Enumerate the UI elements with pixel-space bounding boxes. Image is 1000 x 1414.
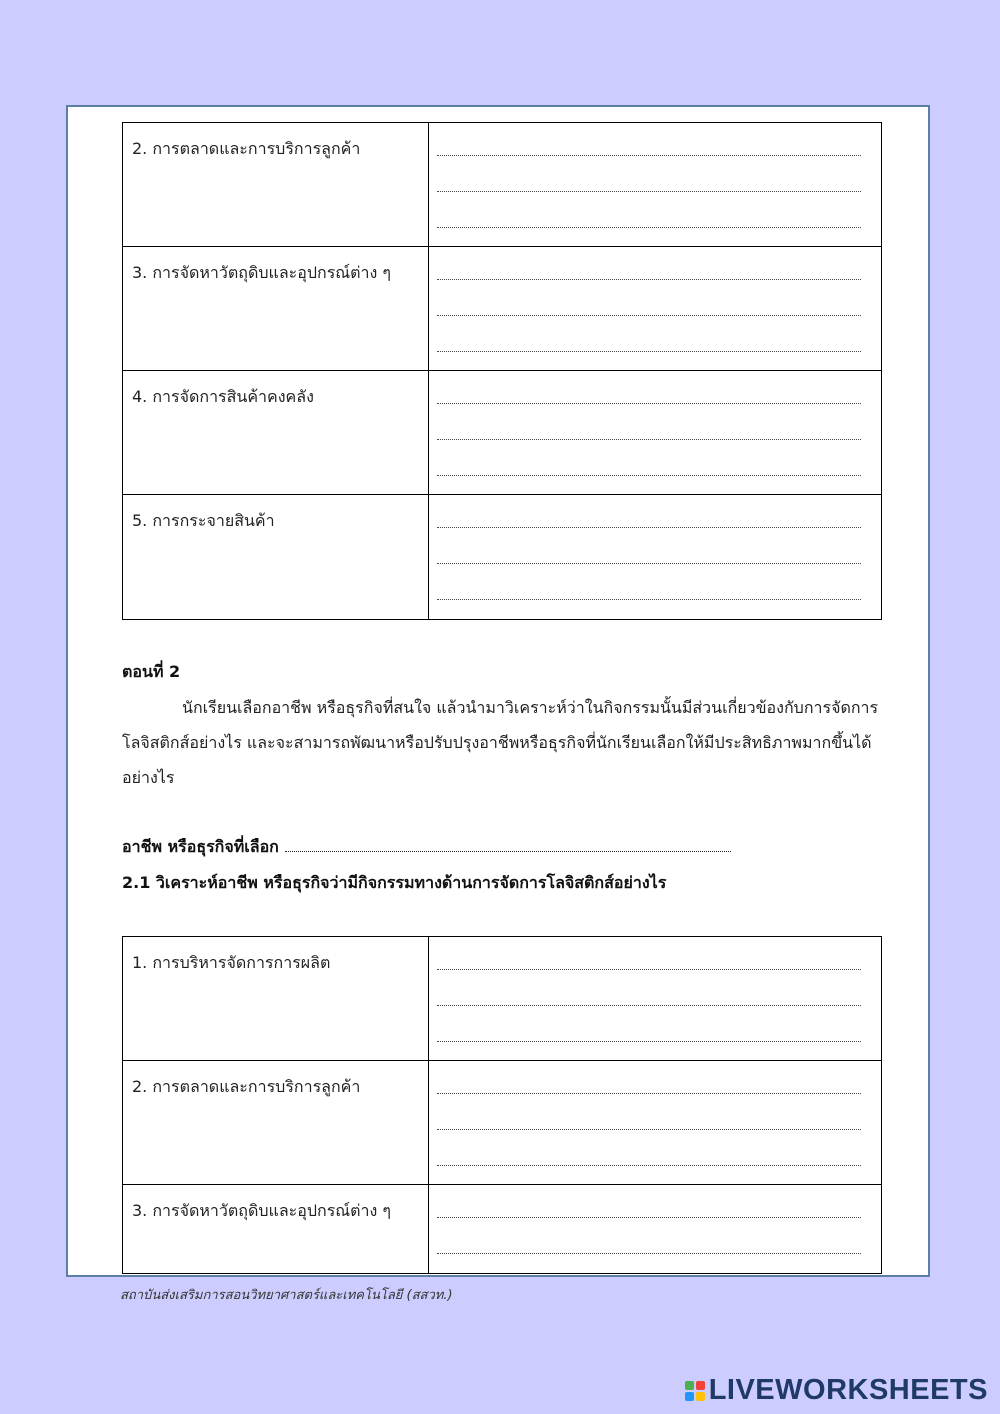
answer-line[interactable] xyxy=(437,1203,861,1239)
row-label: 1. การบริหารจัดการการผลิต xyxy=(123,937,429,1060)
row-label: 3. การจัดหาวัตถุดิบและอุปกรณ์ต่าง ๆ xyxy=(123,1185,429,1273)
answer-line[interactable] xyxy=(437,177,861,213)
table-row xyxy=(123,1185,881,1273)
row-label: 5. การกระจายสินค้า xyxy=(123,495,429,619)
section-title: ตอนที่ 2 xyxy=(122,662,181,681)
instructions-paragraph xyxy=(122,690,882,795)
answer-line[interactable] xyxy=(437,141,861,177)
answer-line[interactable] xyxy=(437,1079,861,1115)
answer-area[interactable] xyxy=(429,1061,881,1184)
logo-square xyxy=(696,1392,705,1401)
instructions-text: นักเรียนเลือกอาชีพ หรือธุรกิจที่สนใจ แล้วนำมาวิเคราะห์ว่าในกิจกรรมนั้นมีส่วนเกี่ยวข้องกับการจัดการโลจิสติกส์อย่างไร และจะสามารถพัฒนาหรือปรับปรุงอาชีพหรือธุรกิจที่นักเรียนเลือกให้มีประสิทธิภาพมากขึ้นได้อย่างไร xyxy=(122,698,879,787)
answer-line[interactable] xyxy=(437,1115,861,1151)
answer-line[interactable] xyxy=(437,585,861,621)
answer-line[interactable] xyxy=(437,1151,861,1187)
row-label: 2. การตลาดและการบริการลูกค้า xyxy=(123,123,429,246)
logistics-table-top xyxy=(122,122,882,620)
answer-line[interactable] xyxy=(437,1239,861,1275)
answer-area[interactable] xyxy=(429,1185,881,1273)
career-answer-line[interactable] xyxy=(285,841,731,852)
publisher-note: สถาบันส่งเสริมการสอนวิทยาศาสตร์และเทคโนโลยี (สสวท.) xyxy=(120,1288,453,1303)
subheading: 2.1 วิเคราะห์อาชีพ หรือธุรกิจว่ามีกิจกรรมทางด้านการจัดการโลจิสติกส์อย่างไร xyxy=(122,873,667,892)
table-row xyxy=(123,1061,881,1185)
row-label: 3. การจัดหาวัตถุดิบและอุปกรณ์ต่าง ๆ xyxy=(123,247,429,370)
career-choice xyxy=(122,835,731,860)
answer-line[interactable] xyxy=(437,549,861,585)
answer-area[interactable] xyxy=(429,495,881,619)
row-label: 4. การจัดการสินค้าคงคลัง xyxy=(123,371,429,494)
table-row xyxy=(123,937,881,1061)
answer-line[interactable] xyxy=(437,991,861,1027)
answer-area[interactable] xyxy=(429,123,881,246)
answer-area[interactable] xyxy=(429,371,881,494)
answer-line[interactable] xyxy=(437,213,861,249)
answer-line[interactable] xyxy=(437,301,861,337)
answer-line[interactable] xyxy=(437,337,861,373)
answer-line[interactable] xyxy=(437,389,861,425)
logo-square xyxy=(685,1381,694,1390)
answer-line[interactable] xyxy=(437,513,861,549)
row-label: 2. การตลาดและการบริการลูกค้า xyxy=(123,1061,429,1184)
career-label: อาชีพ หรือธุรกิจที่เลือก xyxy=(122,837,279,856)
table-row xyxy=(123,371,881,495)
table-row xyxy=(123,247,881,371)
answer-line[interactable] xyxy=(437,425,861,461)
answer-area[interactable] xyxy=(429,247,881,370)
liveworksheets-brand[interactable] xyxy=(685,1374,988,1407)
table-row xyxy=(123,495,881,619)
brand-name: LIVEWORKSHEETS xyxy=(708,1374,988,1406)
table-row xyxy=(123,123,881,247)
answer-line[interactable] xyxy=(437,461,861,497)
answer-area[interactable] xyxy=(429,937,881,1060)
answer-line[interactable] xyxy=(437,265,861,301)
logo-square xyxy=(696,1381,705,1390)
answer-line[interactable] xyxy=(437,955,861,991)
liveworksheets-logo-icon xyxy=(685,1381,705,1401)
logistics-table-bottom xyxy=(122,936,882,1274)
logo-square xyxy=(685,1392,694,1401)
answer-line[interactable] xyxy=(437,1027,861,1063)
worksheet-page xyxy=(66,105,930,1277)
